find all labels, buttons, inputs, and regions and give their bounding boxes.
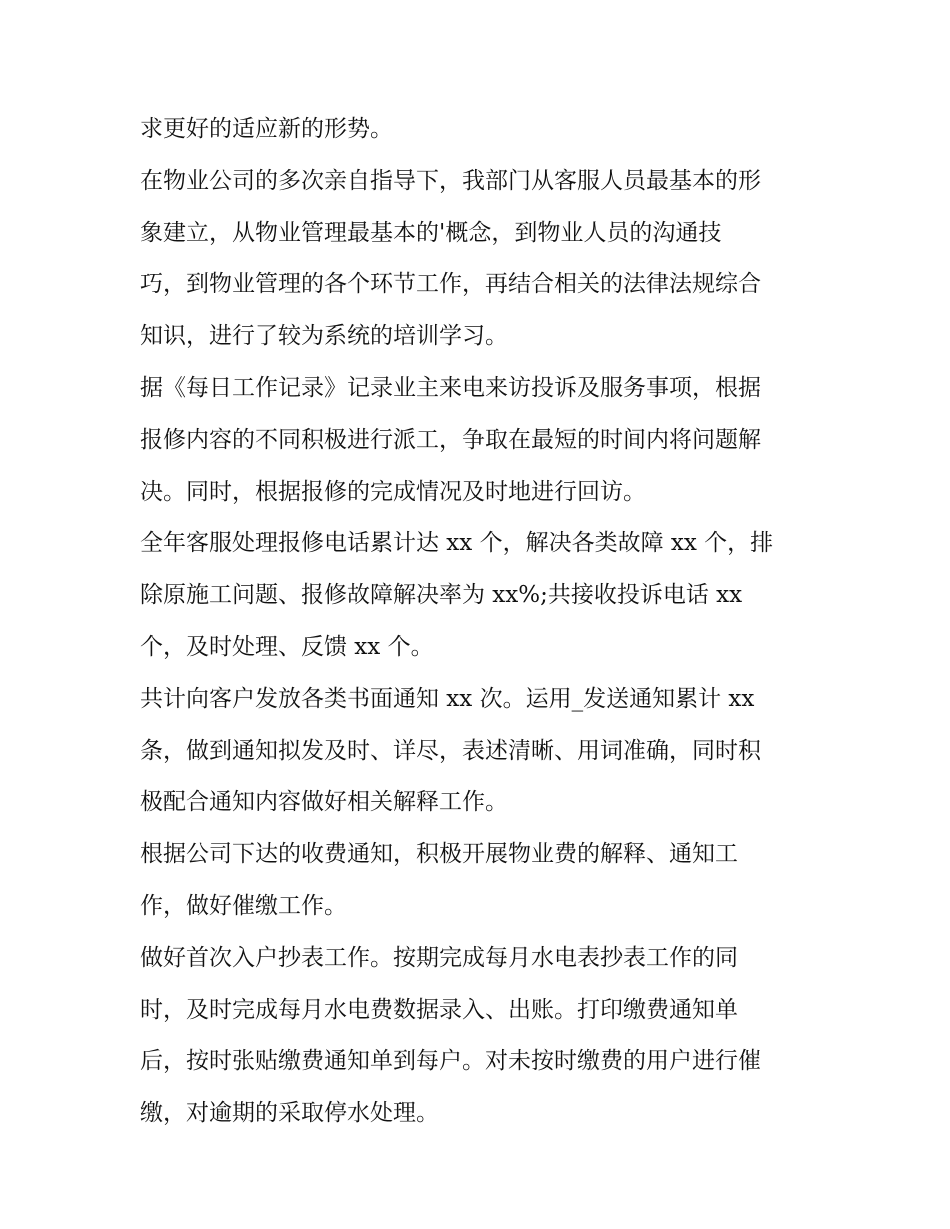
text-line: 知识，进行了较为系统的培训学习。 [140, 323, 508, 350]
text-line: 极配合通知内容做好相关解释工作。 [140, 789, 508, 816]
text-line: 后，按时张贴缴费通知单到每户。对未按时缴费的用户进行催 [140, 1048, 761, 1075]
text-line: 象建立，从物业管理最基本的'概念，到物业人员的沟通技 [140, 219, 722, 246]
text-line: 做好首次入户抄表工作。按期完成每月水电表抄表工作的同 [140, 944, 738, 971]
text-line: 个，及时处理、反馈 xx 个。 [140, 633, 434, 660]
text-line: 决。同时，根据报修的完成情况及时地进行回访。 [140, 478, 646, 505]
text-line: 除原施工问题、报修故障解决率为 xx%;共接收投诉电话 xx [140, 582, 743, 609]
text-line: 条，做到通知拟发及时、详尽，表述清晰、用词准确，同时积 [140, 737, 761, 764]
text-line: 全年客服处理报修电话累计达 xx 个，解决各类故障 xx 个，排 [140, 530, 774, 557]
text-line: 巧，到物业管理的各个环节工作，再结合相关的法律法规综合 [140, 271, 761, 298]
text-line: 时，及时完成每月水电费数据录入、出账。打印缴费通知单 [140, 996, 738, 1023]
text-line: 共计向客户发放各类书面通知 xx 次。运用_发送通知累计 xx [140, 685, 755, 712]
text-line: 在物业公司的多次亲自指导下，我部门从客服人员最基本的形 [140, 167, 761, 194]
text-line: 根据公司下达的收费通知，积极开展物业费的解释、通知工 [140, 841, 738, 868]
document-body [140, 104, 820, 1140]
text-line: 报修内容的不同积极进行派工，争取在最短的时间内将问题解 [140, 426, 761, 453]
text-line: 据《每日工作记录》记录业主来电来访投诉及服务事项，根据 [140, 374, 761, 401]
text-line: 缴，对逾期的采取停水处理。 [140, 1100, 439, 1127]
text-line: 求更好的适应新的形势。 [140, 116, 393, 142]
text-line: 作，做好催缴工作。 [140, 892, 347, 919]
